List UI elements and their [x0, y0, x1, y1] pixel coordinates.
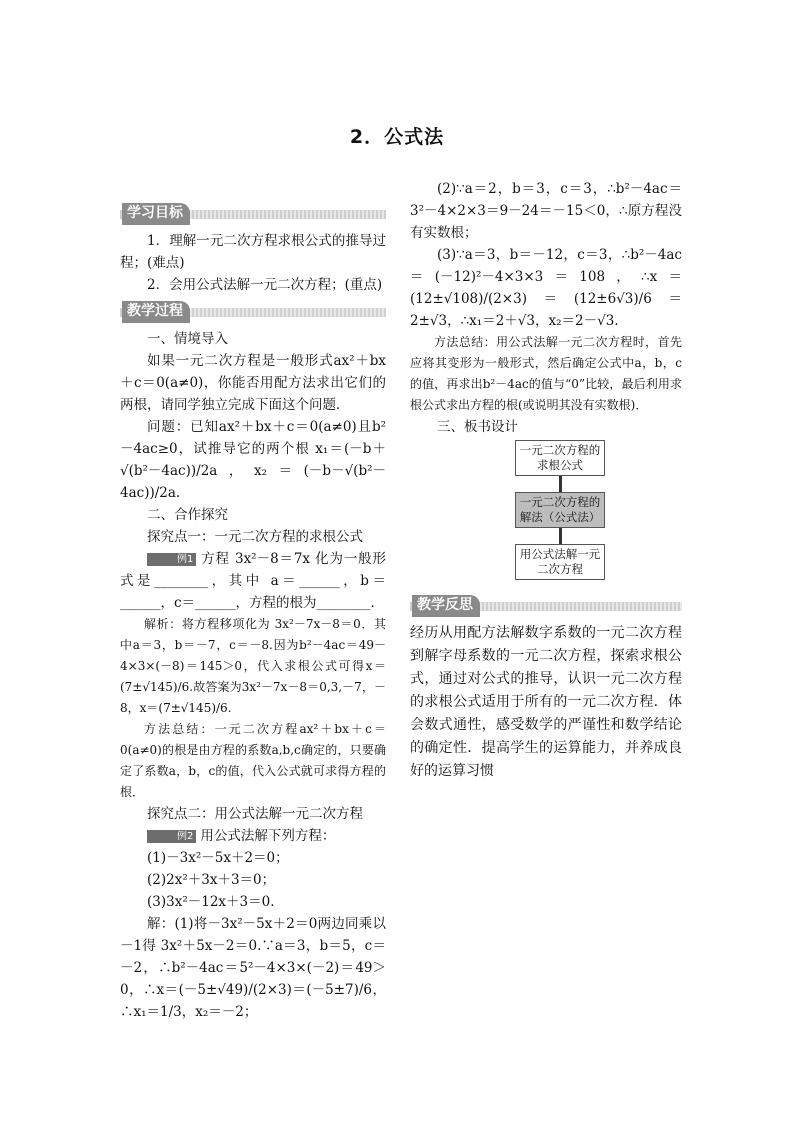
right-column: [410, 178, 682, 783]
example-2-item: (3)3x²－12x＋3＝0.: [147, 894, 275, 910]
example-1-analysis: 解析：将方程移项化为 3x²－7x－8＝0．其中a＝3，b＝－7，c＝－8.因为b²－4ac＝49－4×3×(－8)＝145＞0，代入求根公式可得x＝(7±√145)/6.故答案为3x²－7x－8＝0,3,－7，－8，x＝(7±√145)/6.: [120, 617, 386, 715]
diagram-box-formula: 一元二次方程的求根公式: [515, 440, 605, 476]
explore-heading: 二、合作探究: [147, 507, 228, 523]
section-label: 教学反思: [412, 595, 480, 617]
example-2: [120, 825, 386, 847]
intro-question: 问题：已知ax²＋bx＋c＝0(a≠0)且b²－4ac≥0，试推导它的两个根 x₁＝(－b＋√(b²－4ac))/2a，x₂＝(－b－√(b²－4ac))/2a.: [120, 419, 386, 501]
section-label: 教学过程: [122, 301, 190, 323]
section-label: 学习目标: [122, 203, 190, 225]
example-2-item: (2)2x²＋3x＋3＝0；: [147, 872, 276, 888]
objective-item: 2．会用公式法解一元二次方程；(重点): [147, 277, 383, 293]
diagram-box-application: 用公式法解一元二次方程: [515, 544, 605, 580]
section-header-reflection: [410, 594, 682, 618]
reflection-text: 经历从用配方法解数字系数的一元二次方程到解字母系数的一元二次方程，探索求根公式，通过对公式的推导，认识一元二次方程的求根公式适用于所有的一元二次方程．体会数式通性，感受数学的严谨性和数学结论的确定性．提高学生的运算能力，并养成良好的运算习惯: [410, 625, 682, 779]
explore-point-2: 探究点二：用公式法解一元二次方程: [147, 806, 363, 822]
example-2-item: (1)－3x²－5x＋2＝0；: [147, 850, 289, 866]
method-summary-2: 方法总结：用公式法解一元二次方程时，首先应将其变形为一般形式，然后确定公式中a，b，c的值，再求出b²－4ac的值与“0”比较，最后利用求根公式求出方程的根(或说明其没有实数根)．: [410, 335, 682, 412]
intro-heading: 一、情境导入: [147, 331, 228, 347]
example-1-text: 方程 3x²－8＝7x 化为一般形式是________，其中 a＝______，b＝______，c＝______，方程的根为________．: [120, 551, 386, 611]
solution-3: (3)∵a＝3，b＝－12，c＝3，∴b²－4ac＝(－12)²－4×3×3＝108，∴x＝(12±√108)/(2×3)＝(12±6√3)/6＝2±√3，∴x₁＝2＋√3，x₂＝2－√3.: [410, 247, 682, 329]
solution-1: 解：(1)将－3x²－5x＋2＝0两边同乘以－1得 3x²＋5x－2＝0.∵a＝3，b＝5，c＝－2，∴b²－4ac＝5²－4×3×(－2)＝49＞0，∴x＝(－5±√49)/(2×3)＝(－5±7)/6，∴x₁＝1/3，x₂＝－2；: [120, 916, 386, 1020]
method-summary-1: 方法总结：一元二次方程ax²＋bx＋c＝0(a≠0)的根是由方程的系数a,b,c确定的，只要确定了系数a，b，c的值，代入公式就可求得方程的根．: [120, 722, 386, 799]
board-heading: 三、板书设计: [437, 419, 518, 435]
objective-item: 1．理解一元二次方程求根公式的推导过程；(难点): [120, 233, 386, 271]
board-design-diagram: [410, 440, 682, 590]
example-badge: 例2: [147, 830, 196, 843]
left-column: [120, 198, 386, 1023]
section-header-objectives: [120, 202, 386, 226]
section-header-process: [120, 300, 386, 324]
example-badge: 例1: [147, 553, 196, 566]
intro-text: 如果一元二次方程是一般形式ax²＋bx＋c＝0(a≠0)，你能否用配方法求出它们的两根，请同学独立完成下面这个问题．: [120, 353, 386, 413]
example-1: [120, 548, 386, 614]
page-title: 2．公式法: [349, 126, 445, 148]
solution-2: (2)∵a＝2，b＝3，c＝3，∴b²－4ac＝3²－4×2×3＝9－24＝－15＜0，∴原方程没有实数根；: [410, 181, 682, 241]
example-2-text: 用公式法解下列方程：: [200, 828, 336, 844]
explore-point-1: 探究点一：一元二次方程的求根公式: [147, 529, 363, 545]
diagram-box-method: 一元二次方程的解法（公式法）: [515, 492, 605, 528]
